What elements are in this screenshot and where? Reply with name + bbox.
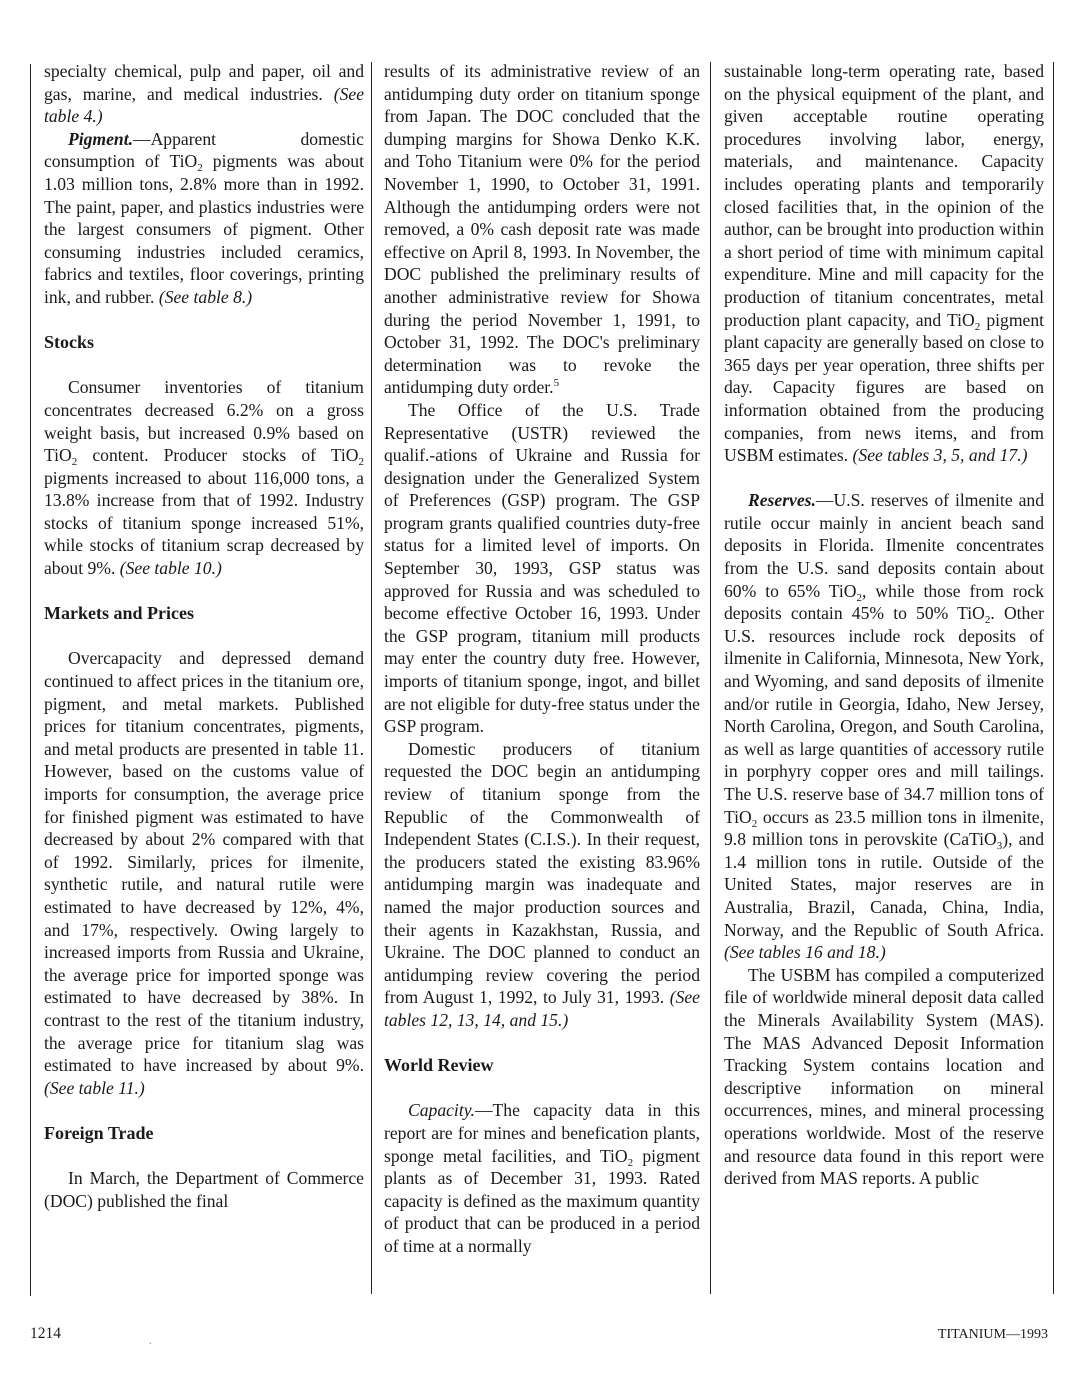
stray-mark: . bbox=[149, 1336, 152, 1347]
table-reference: (See tables 3, 5, and 17.) bbox=[852, 445, 1028, 466]
reserves-run-in-head: Reserves. bbox=[748, 490, 816, 511]
column-1 bbox=[44, 60, 364, 1212]
column-rule-2 bbox=[710, 62, 711, 1294]
column-3 bbox=[724, 60, 1044, 1190]
paragraph-ustr: The Office of the U.S. Trade Representative (USTR) reviewed the qualif.-ations of Ukraine and Russia for designation under the Generalized System of Preferences (GSP) program. The GSP program grants qualified countries duty-free status for a limited level of imports. On September 30, 1993, GSP status was approved for Russia and was scheduled to become effective October 16, 1993. Under the GSP program, titanium mill products may enter the country duty free. However, imports of titanium sponge, ingot, and billet are not eligible for duty-free status under the GSP program. bbox=[384, 399, 700, 737]
paragraph-pigment: Pigment.—Apparent domestic consumption of TiO$_2$ pigments was about 1.03 million tons, 2.8% more than in 1992. The paint, paper, and plastics industries were the largest consumers of pigment. Other consuming industries included ceramics, fabrics and textiles, floor coverings, printing ink, and rubber. (See table 8.) bbox=[44, 128, 364, 307]
paragraph-doc-review: results of its administrative review of an antidumping duty order on titanium sponge from Japan. The DOC concluded that the dumping margins for Showa Denko K.K. and Toho Titanium were 0% for the period November 1, 1990, to October 31, 1991. Although the antidumping orders were not removed, a 0% cash deposit rate was made effective on April 8, 1993. In November, the DOC published the preliminary results of another administrative review for Showa during the period November 1, 1991, to October 31, 1992. The DOC's preliminary determination was to revoke the antidumping duty order.$^5$ bbox=[384, 61, 700, 398]
column-rule-right bbox=[1053, 62, 1054, 1294]
paragraph-foreign-trade: In March, the Department of Commerce (DOC) published the final bbox=[44, 1168, 364, 1211]
capacity-run-in-head: Capacity. bbox=[408, 1100, 475, 1121]
table-reference: (See tables 12, 13, 14, and 15.) bbox=[384, 987, 700, 1030]
section-heading-foreign-trade: Foreign Trade bbox=[44, 1122, 154, 1143]
table-reference: (See table 4.) bbox=[44, 83, 365, 127]
paragraph-domestic-producers: Domestic producers of titanium requested the DOC begin an antidumping review of titanium sponge from the Republic of the Commonwealth of Independent States (C.I.S.). In their request, the producers stated the existing 83.96% antidumping margin was inadequate and named the major production sources and their agents in Kazakhstan, Russia, and Ukraine. The DOC planned to conduct an antidumping review covering the period from August 1, 1992, to July 31, 1993. (See tables 12, 13, 14, and 15.) bbox=[384, 738, 700, 1030]
section-heading-world-review: World Review bbox=[384, 1055, 494, 1076]
page-number: 1214 bbox=[30, 1325, 61, 1342]
pigment-run-in-head: Pigment. bbox=[68, 128, 133, 149]
paragraph-markets: Overcapacity and depressed demand continued to affect prices in the titanium ore, pigment, and metal markets. Published prices for titanium concentrates, pigments, and metal products are presented in table 11. However, based on the customs value of imports for consumption, the average price for finished pigment was estimated to have decreased by about 2% compared with that of 1992. Similarly, prices for ilmenite, synthetic rutile, and natural rutile were estimated to have decreased by 12%, 4%, and 17%, respectively. Owing largely to increased imports from Russia and Ukraine, the average price for imported sponge was estimated to have decreased by 38%. In contrast to the rest of the titanium industry, the average price for titanium slag was estimated to have increased by about 9%. (See table 11.) bbox=[44, 648, 364, 1098]
section-heading-stocks: Stocks bbox=[44, 332, 95, 353]
paragraph-intro: specialty chemical, pulp and paper, oil and gas, marine, and medical industries. (See table 4.) bbox=[44, 61, 365, 127]
paragraph-reserves: Reserves.—U.S. reserves of ilmenite and rutile occur mainly in ancient beach sand deposits in Florida. Ilmenite concentrates from the U.S. sand deposits contain about 60% to 65% TiO$_2$, while those from rock deposits contain 45% to 50% TiO$_2$. Other U.S. resources include rock deposits of ilmenite in California, Minnesota, New York, and Wyoming, and sand deposits of ilmenite and/or rutile in Georgia, Idaho, New Jersey, North Carolina, Oregon, and South Carolina, as well as large quantities of accessory rutile in porphyry copper ores and mill tailings. The U.S. reserve base of 34.7 million tons of TiO$_2$ occurs as 23.5 million tons in ilmenite, 9.8 million tons in perovskite (CaTiO$_3$), and 1.4 million tons in rutile. Outside of the United States, major reserves are in Australia, Brazil, Canada, China, India, Norway, and the Republic of South Africa. (See tables 16 and 18.) bbox=[724, 490, 1044, 963]
table-reference: (See tables 16 and 18.) bbox=[724, 942, 886, 963]
footnote-marker: 5 bbox=[553, 377, 560, 390]
paragraph-usbm-mas: The USBM has compiled a computerized file of worldwide mineral deposit data called the Minerals Availability System (MAS). The MAS Advanced Deposit Information Tracking System contains location and descriptive information on mineral occurrences, mines, and mineral processing operations worldwide. Most of the reserve and resource data found in this report were derived from MAS reports. A public bbox=[724, 964, 1044, 1189]
table-reference: (See table 11.) bbox=[44, 1077, 145, 1098]
section-heading-markets: Markets and Prices bbox=[44, 603, 194, 624]
running-title: TITANIUM—1993 bbox=[937, 1327, 1048, 1342]
table-reference: (See table 10.) bbox=[119, 558, 222, 579]
column-rule-left bbox=[30, 64, 31, 1296]
column-2 bbox=[384, 60, 700, 1257]
table-reference: (See table 8.) bbox=[158, 286, 253, 307]
paragraph-stocks: Consumer inventories of titanium concentrates decreased 6.2% on a gross weight basis, but increased 0.9% based on TiO$_2$ content. Producer stocks of TiO$_2$ pigments increased to about 116,000 tons, a 13.8% increase from that of 1992. Industry stocks of titanium sponge increased 51%, while stocks of titanium scrap decreased by about 9%. (See table 10.) bbox=[44, 377, 364, 579]
paragraph-capacity: Capacity.—The capacity data in this report are for mines and benefication plants, sponge metal facilities, and TiO$_2$ pigment plants as of December 31, 1993. Rated capacity is defined as the maximum quantity of product that can be produced in a period of time at a normally bbox=[384, 1100, 700, 1256]
column-rule-1 bbox=[371, 62, 372, 1294]
paragraph-capacity-continued: sustainable long-term operating rate, based on the physical equipment of the plant, and given acceptable routine operating procedures involving labor, energy, materials, and maintenance. Capacity includes operating plants and temporarily closed facilities that, in the opinion of the author, can be brought into production within a short period of time with minimum capital expenditure. Mine and mill capacity for the production of titanium concentrates, metal production plant capacity, and TiO$_2$ pigment plant capacity are generally based on close to 365 days per year operation, three shifts per day. Capacity figures are based on information obtained from the producing companies, from news items, and from USBM estimates. (See tables 3, 5, and 17.) bbox=[724, 61, 1044, 466]
